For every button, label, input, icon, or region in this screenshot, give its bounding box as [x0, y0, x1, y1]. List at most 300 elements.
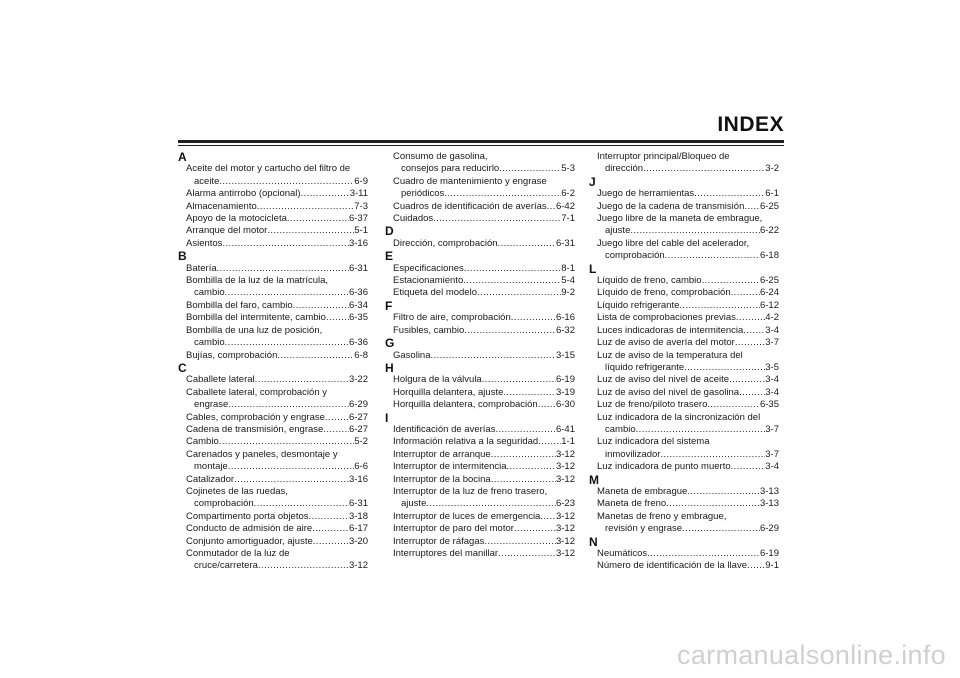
- dot-leader: [511, 312, 556, 324]
- entry-line: [597, 312, 779, 324]
- index-entry: [178, 449, 368, 474]
- index-entry: [589, 399, 779, 411]
- section-letter: M: [589, 472, 599, 487]
- page-number: 4-2: [765, 312, 779, 324]
- dot-leader: [707, 399, 760, 411]
- entry-text: ajuste: [401, 498, 427, 510]
- entry-line: [393, 523, 575, 535]
- index-entry: [589, 238, 779, 263]
- dot-leader: [287, 213, 349, 225]
- index-section: [589, 474, 779, 536]
- entry-line: [186, 461, 368, 473]
- entry-line: [597, 461, 779, 473]
- page-number: 3-4: [765, 324, 779, 336]
- page-number: 6-27: [348, 411, 368, 423]
- entry-text: Cuadros de identificación de averías: [393, 200, 547, 212]
- dot-leader: [222, 238, 349, 250]
- page-number: 6-24: [759, 287, 779, 299]
- entry-line: [186, 436, 368, 448]
- entry-text: comprobación: [605, 250, 665, 262]
- dot-leader: [643, 163, 765, 175]
- entry-text: Almacenamiento: [186, 200, 257, 212]
- entry-line: [597, 548, 779, 560]
- index-entry: [589, 201, 779, 213]
- page-number: 3-12: [348, 560, 368, 572]
- page-number: 3-20: [348, 535, 368, 547]
- dot-leader: [540, 511, 556, 523]
- entry-text: cambio: [605, 423, 636, 435]
- page-number: 3-4: [765, 374, 779, 386]
- page-number: 5-2: [354, 436, 368, 448]
- entry-text: líquido refrigerante: [605, 361, 685, 373]
- entry-text: Cuadro de mantenimiento y engrase: [393, 175, 547, 187]
- dot-leader: [660, 449, 765, 461]
- index-entry: [589, 511, 779, 536]
- entry-line: [393, 350, 575, 362]
- dot-leader: [312, 523, 349, 535]
- index-section: [178, 250, 368, 362]
- entry-text: Lista de comprobaciones previas: [597, 312, 736, 324]
- dot-leader: [636, 424, 766, 436]
- page-number: 3-12: [555, 548, 575, 559]
- entry-line: [393, 498, 575, 510]
- page-number: 3-15: [555, 349, 575, 361]
- page-number: 3-7: [765, 448, 779, 460]
- entry-line: [393, 151, 575, 163]
- entry-line: [186, 325, 368, 337]
- entry-text: Consumo de gasolina,: [393, 151, 488, 162]
- index-entry: [385, 238, 575, 250]
- index-entry: [385, 399, 575, 411]
- dot-leader: [234, 474, 349, 486]
- entry-line: [186, 176, 368, 188]
- page-number: 6-31: [348, 498, 368, 510]
- entry-line: [186, 337, 368, 349]
- dot-leader: [301, 188, 350, 200]
- entry-text: Cambio: [186, 436, 219, 448]
- entry-text: Compartimento porta objetos: [186, 510, 309, 522]
- index-entry: [385, 350, 575, 362]
- page-number: 6-31: [555, 237, 575, 249]
- entry-line: [597, 325, 779, 337]
- index-entry: [589, 461, 779, 473]
- dot-leader: [219, 436, 355, 448]
- index-entry: [178, 511, 368, 523]
- entry-line: [186, 287, 368, 299]
- page-number: 3-12: [555, 461, 575, 473]
- page-number: 3-12: [555, 510, 575, 522]
- entry-text: Etiqueta del modelo: [393, 287, 477, 299]
- entry-line: [393, 213, 575, 225]
- dot-leader: [630, 225, 760, 237]
- dot-leader: [433, 213, 561, 225]
- page-number: 3-7: [765, 423, 779, 435]
- index-entry: [178, 374, 368, 386]
- page-number: 3-22: [348, 374, 368, 386]
- page-number: 6-35: [759, 399, 779, 411]
- dot-leader: [257, 201, 355, 213]
- page-number: 7-3: [354, 200, 368, 212]
- index-section: [385, 412, 575, 561]
- index-section: [589, 263, 779, 474]
- entry-line: [597, 436, 779, 448]
- index-section: [385, 337, 575, 362]
- index-entry: [178, 163, 368, 188]
- entry-text: Interruptor de ráfagas: [393, 535, 485, 547]
- entry-text: inmovilizador: [605, 448, 661, 460]
- entry-line: [393, 449, 575, 461]
- index-section: [589, 176, 779, 263]
- entry-text: Horquilla delantera, comprobación: [393, 399, 538, 411]
- entry-text: Luz de freno/piloto trasero: [597, 399, 708, 411]
- entry-line: [186, 263, 368, 275]
- entry-text: Neumáticos: [597, 548, 648, 559]
- page-number: 6-37: [348, 213, 368, 225]
- entry-line: [597, 511, 779, 523]
- dot-leader: [463, 275, 561, 287]
- index-entry: [178, 201, 368, 213]
- dot-leader: [228, 461, 354, 473]
- dot-leader: [702, 275, 760, 287]
- entry-text: aceite: [194, 175, 220, 187]
- entry-line: [186, 225, 368, 237]
- index-entry: [178, 213, 368, 225]
- entry-text: Juego libre del cable del acelerador,: [597, 237, 750, 249]
- page-number: 8-1: [561, 262, 575, 274]
- dot-leader: [687, 486, 760, 498]
- entry-text: Líquido de freno, comprobación: [597, 287, 731, 299]
- index-entry: [589, 275, 779, 287]
- dot-leader: [444, 188, 561, 200]
- page-number: 6-2: [561, 188, 575, 200]
- entry-text: Luz de aviso de la temperatura del: [597, 349, 743, 361]
- entry-text: dirección: [605, 163, 644, 175]
- section-letter: J: [589, 174, 596, 189]
- entry-line: [597, 213, 779, 225]
- entry-line: [186, 387, 368, 399]
- entry-text: Interruptores del manillar: [393, 548, 499, 559]
- entry-line: [186, 449, 368, 461]
- page-number: 3-12: [555, 473, 575, 485]
- dot-leader: [464, 263, 562, 275]
- index-entry: [589, 560, 779, 572]
- index-entry: [178, 412, 368, 424]
- dot-leader: [507, 461, 556, 473]
- entry-text: Maneta de freno: [597, 498, 667, 510]
- entry-line: [186, 312, 368, 324]
- page-number: 3-12: [555, 448, 575, 460]
- dot-leader: [225, 337, 349, 349]
- entry-text: Número de identificación de la llave: [597, 560, 747, 572]
- entry-text: Luz de aviso del nivel de gasolina: [597, 386, 740, 398]
- page-number: 6-30: [555, 399, 575, 411]
- entry-text: Identificación de averías: [393, 423, 496, 435]
- index-entry: [385, 275, 575, 287]
- entry-line: [186, 350, 368, 362]
- index-entry: [385, 511, 575, 523]
- dot-leader: [666, 498, 760, 510]
- section-letter: E: [385, 249, 394, 264]
- section-letter: H: [385, 360, 394, 375]
- entry-line: [597, 225, 779, 237]
- entry-line: [393, 424, 575, 436]
- entry-line: [186, 188, 368, 200]
- page-number: 6-8: [354, 349, 368, 361]
- index-entry: [589, 151, 779, 176]
- index-entry: [385, 536, 575, 548]
- entry-line: [597, 486, 779, 498]
- page-number: 6-29: [759, 523, 779, 535]
- entry-line: [186, 412, 368, 424]
- page-number: 1-1: [561, 436, 575, 448]
- index-entry: [385, 449, 575, 461]
- entry-text: Asientos: [186, 237, 223, 249]
- entry-text: Aceite del motor y cartucho del filtro de: [186, 163, 351, 175]
- dot-leader: [491, 474, 556, 486]
- entry-text: cambio: [194, 287, 225, 299]
- page-number: 6-1: [765, 188, 779, 200]
- dot-leader: [477, 287, 561, 299]
- index-entry: [589, 188, 779, 200]
- index-entry: [385, 201, 575, 213]
- page-number: 3-4: [765, 386, 779, 398]
- entry-text: cruce/carretera: [194, 560, 258, 572]
- entry-line: [186, 374, 368, 386]
- index-entry: [178, 387, 368, 412]
- entry-text: Arranque del motor: [186, 225, 268, 237]
- entry-line: [393, 238, 575, 250]
- section-letter: L: [589, 261, 597, 276]
- index-entry: [178, 523, 368, 535]
- page-number: 6-32: [555, 324, 575, 336]
- entry-text: Dirección, comprobación: [393, 237, 498, 249]
- entry-line: [393, 325, 575, 337]
- dot-leader: [255, 374, 349, 386]
- entry-text: consejos para reducirlo: [401, 163, 500, 175]
- page-number: 3-12: [555, 523, 575, 535]
- section-letter: C: [178, 360, 187, 375]
- entry-line: [597, 498, 779, 510]
- page-number: 3-5: [765, 361, 779, 373]
- entry-line: [597, 412, 779, 424]
- index-entry: [178, 225, 368, 237]
- entry-text: engrase: [194, 399, 229, 411]
- page-number: 3-13: [759, 498, 779, 510]
- entry-line: [186, 424, 368, 436]
- dot-leader: [743, 325, 765, 337]
- page-number: 6-19: [555, 374, 575, 386]
- dot-leader: [482, 374, 556, 386]
- page-number: 6-25: [759, 200, 779, 212]
- dot-leader: [219, 176, 354, 188]
- page-number: 6-17: [348, 523, 368, 535]
- entry-text: Interruptor principal/Bloqueo de: [597, 151, 730, 162]
- entry-text: Luces indicadoras de intermitencia: [597, 324, 744, 336]
- entry-text: Juego de la cadena de transmisión: [597, 200, 745, 212]
- entry-text: Bujías, comprobación: [186, 349, 278, 361]
- entry-line: [597, 387, 779, 399]
- entry-text: Información relativa a la seguridad: [393, 436, 539, 448]
- section-letter: G: [385, 336, 395, 351]
- entry-line: [186, 536, 368, 548]
- entry-text: Luz indicadora del sistema: [597, 436, 710, 448]
- entry-line: [393, 163, 575, 175]
- page-number: 3-18: [348, 510, 368, 522]
- index-entry: [589, 213, 779, 238]
- entry-text: Fusibles, cambio: [393, 324, 465, 336]
- page-number: 6-9: [354, 175, 368, 187]
- entry-line: [597, 350, 779, 362]
- page-number: 5-4: [561, 275, 575, 287]
- dot-leader: [514, 523, 556, 535]
- entry-text: Líquido refrigerante: [597, 299, 680, 311]
- entry-line: [393, 176, 575, 188]
- dot-leader: [735, 337, 765, 349]
- dot-leader: [731, 461, 766, 473]
- entry-line: [393, 511, 575, 523]
- index-entry: [385, 461, 575, 473]
- entry-line: [597, 424, 779, 436]
- entry-text: Filtro de aire, comprobación: [393, 312, 511, 324]
- index-entry: [589, 312, 779, 324]
- index-entry: [385, 176, 575, 201]
- entry-text: Conjunto amortiguador, ajuste: [186, 535, 313, 547]
- index-section: [589, 151, 779, 176]
- page-number: 7-1: [561, 213, 575, 225]
- index-section: [385, 151, 575, 225]
- entry-line: [597, 374, 779, 386]
- page-number: 9-1: [765, 560, 779, 572]
- page-number: 6-34: [348, 299, 368, 311]
- entry-line: [597, 362, 779, 374]
- entry-line: [393, 536, 575, 548]
- entry-text: Interruptor de la luz de freno trasero,: [393, 485, 548, 497]
- page-number: 6-19: [759, 548, 779, 559]
- dot-leader: [267, 225, 354, 237]
- entry-text: Conducto de admisión de aire: [186, 523, 313, 535]
- dot-leader: [747, 560, 765, 572]
- index-section: [178, 362, 368, 573]
- entry-text: Caballete lateral, comprobación y: [186, 386, 327, 398]
- index-section: [385, 250, 575, 300]
- index-entry: [589, 300, 779, 312]
- entry-line: [186, 548, 368, 560]
- dot-leader: [309, 511, 349, 523]
- index-entry: [178, 188, 368, 200]
- entry-line: [186, 560, 368, 572]
- index-entry: [178, 548, 368, 573]
- entry-text: Manetas de freno y embrague,: [597, 510, 727, 522]
- entry-text: Apoyo de la motocicleta: [186, 213, 287, 225]
- entry-text: Interruptor de la bocina: [393, 473, 491, 485]
- entry-line: [393, 263, 575, 275]
- index-entry: [178, 436, 368, 448]
- entry-text: Alarma antirrobo (opcional): [186, 188, 301, 200]
- entry-line: [186, 498, 368, 510]
- dot-leader: [736, 312, 765, 324]
- entry-line: [393, 275, 575, 287]
- index-entry: [385, 523, 575, 535]
- index-entry: [385, 263, 575, 275]
- entry-line: [393, 287, 575, 299]
- entry-text: Caballete lateral: [186, 374, 255, 386]
- entry-text: comprobación: [194, 498, 254, 510]
- page-number: 3-11: [349, 188, 368, 200]
- entry-text: Interruptor de intermitencia: [393, 461, 507, 473]
- page-number: 6-18: [759, 250, 779, 262]
- index-entry: [178, 350, 368, 362]
- entry-line: [393, 201, 575, 213]
- watermark: carmanualsonline.info: [677, 640, 946, 670]
- page-number: 6-25: [759, 275, 779, 287]
- index-entry: [589, 486, 779, 498]
- index-section: [385, 362, 575, 412]
- entry-line: [186, 275, 368, 287]
- page-number: 6-16: [555, 312, 575, 324]
- entry-text: periódicos: [401, 188, 445, 200]
- index-entry: [385, 436, 575, 448]
- dot-leader: [323, 424, 349, 436]
- index-section: [178, 151, 368, 250]
- dot-leader: [503, 387, 556, 399]
- index-entry: [385, 474, 575, 486]
- entry-line: [393, 399, 575, 411]
- dot-leader: [313, 536, 349, 548]
- index-entry: [385, 424, 575, 436]
- entry-line: [597, 300, 779, 312]
- section-letter: I: [385, 410, 389, 425]
- index-entry: [178, 312, 368, 324]
- entry-text: Carenados y paneles, desmontaje y: [186, 448, 338, 460]
- dot-leader: [228, 399, 349, 411]
- entry-text: Bombilla del faro, cambio: [186, 299, 293, 311]
- page-number: 3-19: [555, 386, 575, 398]
- entry-text: Cadena de transmisión, engrase: [186, 423, 324, 435]
- page-title: INDEX: [717, 113, 784, 136]
- dot-leader: [684, 362, 765, 374]
- entry-text: Luz indicadora de punto muerto: [597, 461, 731, 473]
- index-entry: [178, 536, 368, 548]
- entry-line: [393, 188, 575, 200]
- entry-line: [186, 238, 368, 250]
- entry-text: Especificaciones: [393, 262, 464, 274]
- dot-leader: [498, 238, 556, 250]
- section-letter: F: [385, 298, 393, 313]
- page-number: 6-36: [348, 337, 368, 349]
- entry-text: Catalizador: [186, 473, 235, 485]
- dot-leader: [258, 560, 349, 572]
- index-section: [385, 300, 575, 337]
- entry-line: [393, 387, 575, 399]
- index-entry: [385, 213, 575, 225]
- entry-text: Luz de aviso del nivel de aceite: [597, 374, 730, 386]
- index-entry: [385, 387, 575, 399]
- index-entry: [589, 548, 779, 560]
- section-letter: B: [178, 249, 187, 264]
- entry-line: [393, 461, 575, 473]
- entry-line: [393, 436, 575, 448]
- index-column-2: [385, 151, 575, 560]
- index-entry: [589, 287, 779, 299]
- page-number: 6-41: [555, 423, 575, 435]
- page-number: 6-27: [348, 423, 368, 435]
- entry-text: Interruptor de luces de emergencia: [393, 510, 541, 522]
- entry-text: montaje: [194, 461, 228, 473]
- index-entry: [385, 312, 575, 324]
- dot-leader: [325, 412, 349, 424]
- dot-leader: [491, 449, 556, 461]
- entry-text: Estacionamiento: [393, 275, 464, 287]
